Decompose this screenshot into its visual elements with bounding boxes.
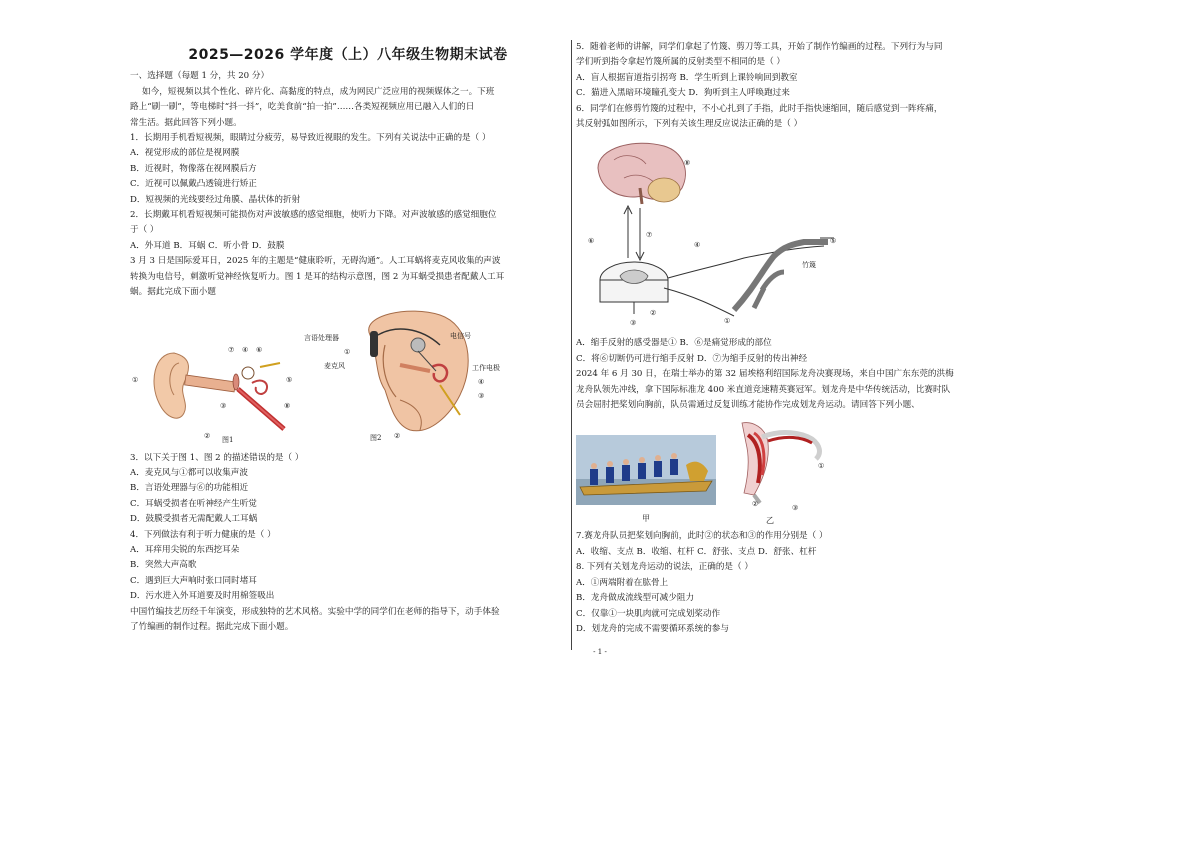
section-heading: 一、选择题（每题 1 分，共 20 分）: [130, 71, 270, 82]
exam-title: 2025—2026 学年度（上）八年级生物期末试卷: [188, 47, 508, 63]
option: D．鼓膜受损者无需配戴人工耳蜗: [130, 514, 258, 525]
label-3: ③: [220, 401, 227, 410]
reflex-arc-diagram: [584, 138, 854, 330]
cochlear-implant-figure: [300, 305, 530, 445]
ear-structure-figure: [134, 333, 304, 443]
column-divider: [571, 40, 572, 650]
question-2-stem: 于（ ）: [130, 225, 159, 236]
option: B．龙舟做成流线型可减少阻力: [576, 593, 695, 604]
label-4: ④: [242, 345, 249, 354]
question-6-stem: 其反射弧如图所示，下列有关该生理反应说法正确的是（ ）: [576, 119, 803, 130]
figure-b-caption: 乙: [766, 516, 774, 526]
page-number: - 1 -: [593, 648, 607, 656]
option: B．言语处理器与⑥的功能相近: [130, 483, 249, 494]
intro-line: 如今，短视频以其个性化、碎片化、高黏度的特点，成为网民广泛应用的视频媒体之一。下班: [142, 86, 495, 97]
label-1: ①: [344, 347, 351, 356]
passage-line: 了竹编画的制作过程。据此完成下面小题。: [130, 621, 294, 632]
label-1: ①: [818, 462, 825, 471]
option-row: C．将⑥切断仍可进行缩手反射 D．⑦为缩手反射的传出神经: [576, 353, 808, 364]
bamboo-label: 竹篾: [802, 261, 816, 270]
label-8: ⑧: [684, 159, 691, 168]
figure-a-caption: 甲: [642, 514, 650, 524]
question-3-stem: 3．以下关于图 1、图 2 的描述错误的是（ ）: [130, 452, 304, 463]
option: C．遇到巨大声响时张口同时堵耳: [130, 575, 257, 586]
option-row: C．猫进入黑暗环境瞳孔变大 D．狗听到主人呼唤跑过来: [576, 88, 790, 99]
label-2: ②: [204, 431, 211, 440]
label-4: ④: [694, 241, 701, 250]
dragon-boat-figures: [576, 415, 1016, 527]
option: A．视觉形成的部位是视网膜: [130, 148, 240, 159]
question-2-stem: 2．长期戴耳机看短视频可能损伤对声波敏感的感觉细胞，使听力下降。对声波敏感的感觉细胞位: [130, 210, 497, 221]
label-7: ⑦: [228, 345, 235, 354]
label-electrode: 工作电极: [472, 363, 500, 372]
label-5: ⑤: [830, 237, 837, 246]
ear-figures: [130, 303, 566, 449]
left-column: [130, 40, 566, 635]
passage-line: 龙舟队领先冲线，拿下国际标准龙 400 米直道竞速精英赛冠军。划龙舟是中华传统活动，比赛时队: [576, 384, 951, 395]
passage-line: 2024 年 6 月 30 日，在瑞士举办的第 32 届埃格利绍国际龙舟决赛现场，来自中国广东东莞的洪梅: [576, 369, 954, 380]
label-3: ③: [478, 391, 485, 400]
question-4-stem: 4．下列做法有利于听力健康的是（ ）: [130, 529, 276, 540]
option: B．突然大声高歌: [130, 560, 197, 571]
option: A．耳痒用尖锐的东西挖耳朵: [130, 544, 240, 555]
intro-line: 常生活。据此回答下列小题。: [130, 117, 242, 128]
label-3: ③: [792, 504, 799, 513]
passage-line: 3 月 3 日是国际爱耳日，2025 年的主题是“健康聆听，无碍沟通”。人工耳蜗将麦克风收集的声波: [130, 256, 501, 267]
option-row: A．盲人根据盲道指引拐弯 B．学生听到上课铃响回到教室: [576, 72, 798, 83]
question-1-stem: 1．长期用手机看短视频，眼睛过分疲劳，易导致近视眼的发生。下列有关说法中正确的是（ ）: [130, 133, 491, 144]
question-7-stem: 7.赛龙舟队员把桨划向胸前，此时②的状态和③的作用分别是（ ）: [576, 531, 828, 542]
passage-line: 中国竹编技艺历经千年演变，形成独特的艺术风格。实验中学的同学们在老师的指导下，动手体验: [130, 606, 500, 617]
reflex-arc-figure: [576, 134, 1016, 334]
option: C．近视可以佩戴凸透镜进行矫正: [130, 179, 257, 190]
label-4: ④: [478, 377, 485, 386]
label-7: ⑦: [646, 231, 653, 240]
option-row: A．外耳道 B．耳蜗 C．听小骨 D．鼓膜: [130, 240, 285, 251]
option: C．耳蜗受损者在听神经产生听觉: [130, 498, 257, 509]
label-electrical-signal: 电信号: [450, 331, 471, 340]
question-6-stem: 6．同学们在修剪竹篾的过程中，不小心扎到了手指，此时手指快速缩回，随后感觉到一阵疼痛，: [576, 103, 943, 114]
option: A．①两端附着在肱骨上: [576, 577, 669, 588]
passage-line: 员会屈肘把桨划向胸前，队员需通过反复训练才能协作完成划龙舟运动。请回答下列小题、: [576, 400, 920, 411]
question-5-stem: 5．随着老师的讲解，同学们拿起了竹篾、剪刀等工具，开始了制作竹编画的过程。下列行为与同: [576, 42, 943, 52]
label-1: ①: [132, 375, 139, 384]
option-row: A．收缩、支点 B．收缩、杠杆 C．舒张、支点 D．舒张、杠杆: [576, 546, 817, 557]
option-row: A．缩手反射的感受器是① B．⑥是痛觉形成的部位: [576, 338, 772, 349]
figure-1-caption: 图1: [222, 435, 234, 444]
option: D．划龙舟的完成不需要循环系统的参与: [576, 623, 729, 634]
option: C．仅靠①一块肌肉就可完成划桨动作: [576, 608, 721, 619]
label-speech-processor: 言语处理器: [304, 333, 339, 342]
arm-muscle-figure: [732, 419, 842, 511]
option: B．近视时，物像落在视网膜后方: [130, 163, 257, 174]
right-column: [576, 40, 1016, 637]
passage-line: 转换为电信号，刺激听觉神经恢复听力。图 1 是耳的结构示意图，图 2 为耳蜗受损患者配戴人工耳: [130, 271, 505, 282]
label-1: ①: [724, 317, 731, 326]
label-2: ②: [752, 500, 759, 509]
intro-line: 路上“刷一刷”，等电梯时“抖一抖”，吃美食前“拍一拍”……各类短视频应用已融入人们的日: [130, 102, 475, 113]
label-2: ②: [650, 309, 657, 318]
label-8: ⑧: [284, 401, 291, 410]
label-2: ②: [394, 431, 401, 440]
question-5-stem: 学们听到指令拿起竹篾所属的反射类型不相同的是（ ）: [576, 57, 785, 68]
dragon-boat-photo: [576, 435, 716, 505]
option: D．污水进入外耳道要及时用棉签吸出: [130, 591, 275, 602]
label-6: ⑥: [256, 345, 263, 354]
label-6: ⑥: [588, 237, 595, 246]
passage-line: 蜗。据此完成下面小题: [130, 287, 216, 298]
option: A．麦克风与①都可以收集声波: [130, 467, 248, 478]
figure-2-caption: 图2: [370, 433, 382, 442]
label-3: ③: [630, 319, 637, 328]
label-5: ⑤: [286, 375, 293, 384]
label-microphone: 麦克风: [324, 361, 345, 370]
question-8-stem: 8. 下列有关划龙舟运动的说法，正确的是（ ）: [576, 562, 753, 573]
option: D．短视频的光线要经过角膜、晶状体的折射: [130, 194, 301, 205]
